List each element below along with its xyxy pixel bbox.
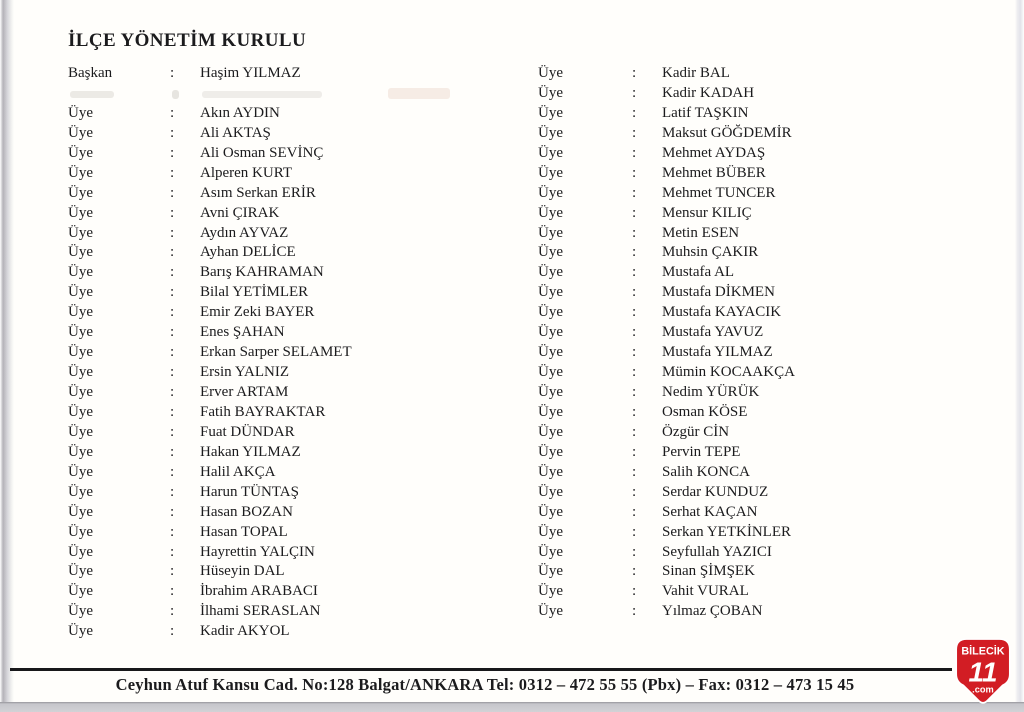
- member-row: [68, 104, 498, 124]
- separator-colon: :: [632, 423, 637, 440]
- member-role: Üye: [68, 304, 93, 321]
- member-name: Halil AKÇA: [200, 463, 276, 480]
- separator-colon: :: [170, 543, 175, 560]
- member-row: [538, 443, 968, 463]
- member-name: Mustafa YILMAZ: [662, 344, 773, 361]
- member-name: Salih KONCA: [662, 463, 750, 480]
- separator-colon: :: [632, 563, 637, 580]
- member-role: Üye: [68, 264, 93, 281]
- separator-colon: :: [170, 104, 175, 121]
- member-role: Üye: [538, 204, 563, 221]
- separator-colon: :: [632, 304, 637, 321]
- member-row: [68, 443, 498, 463]
- board-left-column: [68, 64, 498, 642]
- separator-colon: :: [170, 483, 175, 500]
- member-row: [68, 543, 498, 563]
- separator-colon: :: [632, 324, 637, 341]
- member-row: [538, 323, 968, 343]
- member-row: [538, 582, 968, 602]
- member-role: Üye: [538, 144, 563, 161]
- member-role: Başkan: [68, 65, 113, 81]
- member-role: Üye: [68, 563, 93, 580]
- member-row: [68, 622, 498, 642]
- separator-colon: :: [632, 244, 637, 261]
- scan-edge-bottom: [0, 702, 1024, 712]
- member-row: [538, 243, 968, 263]
- member-role: Üye: [68, 443, 93, 460]
- separator-colon: :: [170, 65, 175, 81]
- member-row: [68, 124, 498, 144]
- footer-address: Ceyhun Atuf Kansu Cad. No:128 Balgat/ANKARA Tel: 0312 – 472 55 55 (Pbx) – Fax: 0312 – 473 15 45: [115, 675, 855, 694]
- scan-edge-right: [1015, 0, 1024, 712]
- member-name: Vahit VURAL: [662, 583, 749, 600]
- member-role: Üye: [68, 124, 93, 141]
- member-role: Üye: [538, 364, 563, 381]
- separator-colon: :: [170, 443, 175, 460]
- member-role: Üye: [68, 623, 93, 640]
- member-name: Maksut GÖĞDEMİR: [662, 124, 792, 141]
- member-row: [68, 582, 498, 602]
- member-name: Mustafa KAYACIK: [662, 304, 782, 321]
- member-role: Üye: [68, 104, 93, 121]
- separator-colon: :: [170, 583, 175, 600]
- member-name: Ali AKTAŞ: [200, 124, 271, 141]
- member-name: Serhat KAÇAN: [662, 503, 758, 520]
- member-name: Hayrettin YALÇIN: [200, 543, 315, 560]
- member-row: [68, 503, 498, 523]
- member-name: Haşim YILMAZ: [200, 65, 301, 81]
- member-name: Mensur KILIÇ: [662, 204, 752, 221]
- separator-colon: :: [632, 124, 637, 141]
- separator-colon: :: [170, 304, 175, 321]
- member-name: Emir Zeki BAYER: [200, 304, 315, 321]
- member-name: Mustafa DİKMEN: [662, 284, 775, 301]
- member-role: Üye: [68, 463, 93, 480]
- member-name: Sinan ŞİMŞEK: [662, 563, 755, 580]
- member-name: Kadir KADAH: [662, 84, 755, 101]
- member-role: Üye: [68, 144, 93, 161]
- separator-colon: :: [632, 264, 637, 281]
- separator-colon: :: [632, 364, 637, 381]
- separator-colon: :: [170, 224, 175, 241]
- member-name: Muhsin ÇAKIR: [662, 244, 759, 261]
- separator-colon: :: [632, 503, 637, 520]
- member-name: Metin ESEN: [662, 224, 740, 241]
- footer-divider-line: [10, 668, 952, 671]
- member-name: Barış KAHRAMAN: [200, 264, 324, 281]
- member-row: [538, 224, 968, 244]
- member-name: Hüseyin DAL: [200, 563, 285, 580]
- member-name: Mustafa AL: [662, 264, 735, 281]
- separator-colon: :: [170, 403, 175, 420]
- member-name: Ayhan DELİCE: [200, 244, 296, 261]
- member-role: Üye: [68, 503, 93, 520]
- member-row: [538, 562, 968, 582]
- separator-colon: :: [632, 204, 637, 221]
- member-role: Üye: [538, 543, 563, 560]
- member-row: [538, 543, 968, 563]
- separator-colon: :: [170, 204, 175, 221]
- separator-colon: :: [632, 443, 637, 460]
- separator-colon: :: [170, 523, 175, 540]
- member-row: [68, 483, 498, 503]
- separator-colon: :: [632, 523, 637, 540]
- member-role: Üye: [68, 344, 93, 361]
- member-row: [68, 602, 498, 622]
- separator-colon: :: [170, 324, 175, 341]
- member-name: Pervin TEPE: [662, 443, 741, 460]
- erased-text-smudge: [202, 91, 322, 98]
- separator-colon: :: [170, 264, 175, 281]
- member-role: Üye: [538, 244, 563, 261]
- member-name: Latif TAŞKIN: [662, 104, 749, 121]
- member-name: Akın AYDIN: [200, 104, 280, 121]
- member-name: Hasan BOZAN: [200, 503, 293, 520]
- member-role: Üye: [68, 364, 93, 381]
- separator-colon: :: [170, 164, 175, 181]
- redacted-row: [68, 84, 498, 104]
- separator-colon: :: [632, 344, 637, 361]
- member-row: [538, 463, 968, 483]
- member-role: Üye: [68, 244, 93, 261]
- member-name: Asım Serkan ERİR: [200, 184, 316, 201]
- member-name: Alperen KURT: [200, 164, 292, 181]
- member-role: Üye: [68, 603, 93, 620]
- member-row: [68, 363, 498, 383]
- separator-colon: :: [170, 144, 175, 161]
- member-role: Üye: [68, 583, 93, 600]
- member-name: Enes ŞAHAN: [200, 324, 285, 341]
- member-name: Erver ARTAM: [200, 384, 289, 400]
- member-row: [538, 303, 968, 323]
- member-row: [68, 463, 498, 483]
- member-row: [68, 144, 498, 164]
- member-role: Üye: [538, 403, 563, 420]
- separator-colon: :: [170, 423, 175, 440]
- separator-colon: :: [632, 164, 637, 181]
- member-role: Üye: [538, 65, 563, 81]
- member-role: Üye: [538, 443, 563, 460]
- separator-colon: :: [632, 483, 637, 500]
- member-role: Üye: [538, 284, 563, 301]
- member-role: Üye: [538, 344, 563, 361]
- member-name: Aydın AYVAZ: [200, 224, 289, 241]
- member-role: Üye: [538, 104, 563, 121]
- member-name: Yılmaz ÇOBAN: [662, 603, 763, 620]
- member-row: [68, 323, 498, 343]
- member-row: [538, 403, 968, 423]
- member-role: Üye: [68, 184, 93, 201]
- member-name: Özgür CİN: [662, 423, 730, 440]
- member-row: [538, 64, 968, 84]
- member-name: Nedim YÜRÜK: [662, 384, 760, 400]
- member-role: Üye: [538, 164, 563, 181]
- member-role: Üye: [538, 603, 563, 620]
- separator-colon: :: [632, 603, 637, 620]
- member-row: [68, 343, 498, 363]
- member-role: Üye: [538, 483, 563, 500]
- member-role: Üye: [538, 84, 563, 101]
- member-row: [538, 84, 968, 104]
- separator-colon: :: [170, 364, 175, 381]
- member-name: Harun TÜNTAŞ: [200, 483, 299, 500]
- member-row: [68, 204, 498, 224]
- member-role: Üye: [68, 224, 93, 241]
- member-row: [68, 263, 498, 283]
- member-row: [68, 303, 498, 323]
- member-row: [538, 184, 968, 204]
- separator-colon: :: [170, 344, 175, 361]
- page-title: İLÇE YÖNETİM KURULU: [68, 30, 307, 51]
- separator-colon: :: [170, 184, 175, 201]
- member-role: Üye: [538, 304, 563, 321]
- separator-colon: :: [170, 244, 175, 261]
- member-row: [68, 423, 498, 443]
- member-name: Ersin YALNIZ: [200, 364, 290, 381]
- member-role: Üye: [538, 563, 563, 580]
- erased-text-smudge: [70, 91, 114, 98]
- member-role: Üye: [68, 164, 93, 181]
- member-role: Üye: [538, 324, 563, 341]
- separator-colon: :: [632, 84, 637, 101]
- separator-colon: :: [632, 284, 637, 301]
- separator-colon: :: [632, 65, 637, 81]
- member-role: Üye: [68, 523, 93, 540]
- member-row: [538, 423, 968, 443]
- member-role: Üye: [538, 384, 563, 400]
- logo-top-text: BİLECİK: [961, 645, 1005, 658]
- member-row: [538, 164, 968, 184]
- separator-colon: :: [170, 623, 175, 640]
- member-role: Üye: [538, 423, 563, 440]
- separator-colon: :: [632, 543, 637, 560]
- member-row: [68, 184, 498, 204]
- bilecik11-logo: [955, 638, 1011, 706]
- member-row: [538, 124, 968, 144]
- member-row: [68, 383, 498, 403]
- member-name: Bilal YETİMLER: [200, 284, 309, 301]
- member-name: Hakan YILMAZ: [200, 443, 301, 460]
- member-role: Üye: [68, 543, 93, 560]
- member-name: Serdar KUNDUZ: [662, 483, 769, 500]
- member-name: Mehmet AYDAŞ: [662, 144, 766, 161]
- board-right-column: [538, 64, 968, 622]
- separator-colon: :: [632, 184, 637, 201]
- member-role: Üye: [538, 184, 563, 201]
- member-row: [538, 503, 968, 523]
- member-row: [538, 204, 968, 224]
- member-name: Mümin KOCAAKÇA: [662, 364, 795, 381]
- member-row: [538, 363, 968, 383]
- member-row: [68, 224, 498, 244]
- member-role: Üye: [538, 124, 563, 141]
- member-name: Hasan TOPAL: [200, 523, 288, 540]
- member-row: [538, 523, 968, 543]
- document-page: [14, 0, 1015, 702]
- member-name: İbrahim ARABACI: [200, 583, 318, 600]
- member-row: [538, 483, 968, 503]
- member-row: [538, 343, 968, 363]
- member-row: [538, 383, 968, 403]
- member-name: Avni ÇIRAK: [200, 204, 280, 221]
- member-role: Üye: [68, 403, 93, 420]
- member-name: İlhami SERASLAN: [200, 603, 321, 620]
- erased-text-smudge: [172, 90, 179, 99]
- member-role: Üye: [538, 264, 563, 281]
- member-row: [68, 523, 498, 543]
- member-name: Erkan Sarper SELAMET: [200, 344, 352, 361]
- separator-colon: :: [632, 224, 637, 241]
- member-name: Ali Osman SEVİNÇ: [200, 144, 324, 161]
- member-row: [68, 403, 498, 423]
- member-role: Üye: [538, 523, 563, 540]
- scan-edge-left: [0, 0, 14, 712]
- member-role: Üye: [68, 324, 93, 341]
- member-row: [538, 104, 968, 124]
- member-name: Mehmet TUNCER: [662, 184, 776, 201]
- separator-colon: :: [632, 104, 637, 121]
- member-role: Üye: [538, 583, 563, 600]
- separator-colon: :: [632, 463, 637, 480]
- separator-colon: :: [170, 503, 175, 520]
- separator-colon: :: [632, 384, 637, 400]
- separator-colon: :: [632, 144, 637, 161]
- separator-colon: :: [170, 563, 175, 580]
- member-row: [538, 602, 968, 622]
- member-name: Mustafa YAVUZ: [662, 324, 764, 341]
- separator-colon: :: [632, 403, 637, 420]
- member-role: Üye: [68, 384, 93, 400]
- member-name: Fuat DÜNDAR: [200, 423, 295, 440]
- member-row: [538, 263, 968, 283]
- logo-number-text: 11: [968, 656, 998, 688]
- member-role: Üye: [68, 204, 93, 221]
- member-name: Seyfullah YAZICI: [662, 543, 772, 560]
- member-role: Üye: [538, 224, 563, 241]
- member-row: [68, 562, 498, 582]
- member-row: [68, 64, 498, 84]
- member-row: [538, 283, 968, 303]
- separator-colon: :: [170, 463, 175, 480]
- member-name: Serkan YETKİNLER: [662, 523, 791, 540]
- member-role: Üye: [68, 423, 93, 440]
- logo-bottom-text: .com: [972, 684, 994, 695]
- member-name: Kadir BAL: [662, 65, 730, 81]
- member-name: Fatih BAYRAKTAR: [200, 403, 326, 420]
- member-name: Osman KÖSE: [662, 403, 748, 420]
- member-role: Üye: [538, 503, 563, 520]
- badge-pin-icon: [955, 638, 1011, 706]
- member-row: [538, 144, 968, 164]
- separator-colon: :: [170, 603, 175, 620]
- separator-colon: :: [170, 384, 175, 400]
- member-row: [68, 243, 498, 263]
- member-name: Mehmet BÜBER: [662, 164, 766, 181]
- member-role: Üye: [538, 463, 563, 480]
- separator-colon: :: [170, 284, 175, 301]
- member-role: Üye: [68, 483, 93, 500]
- separator-colon: :: [170, 124, 175, 141]
- member-row: [68, 164, 498, 184]
- member-row: [68, 283, 498, 303]
- member-role: Üye: [68, 284, 93, 301]
- separator-colon: :: [632, 583, 637, 600]
- erased-text-smudge: [388, 88, 450, 99]
- member-name: Kadir AKYOL: [200, 623, 290, 640]
